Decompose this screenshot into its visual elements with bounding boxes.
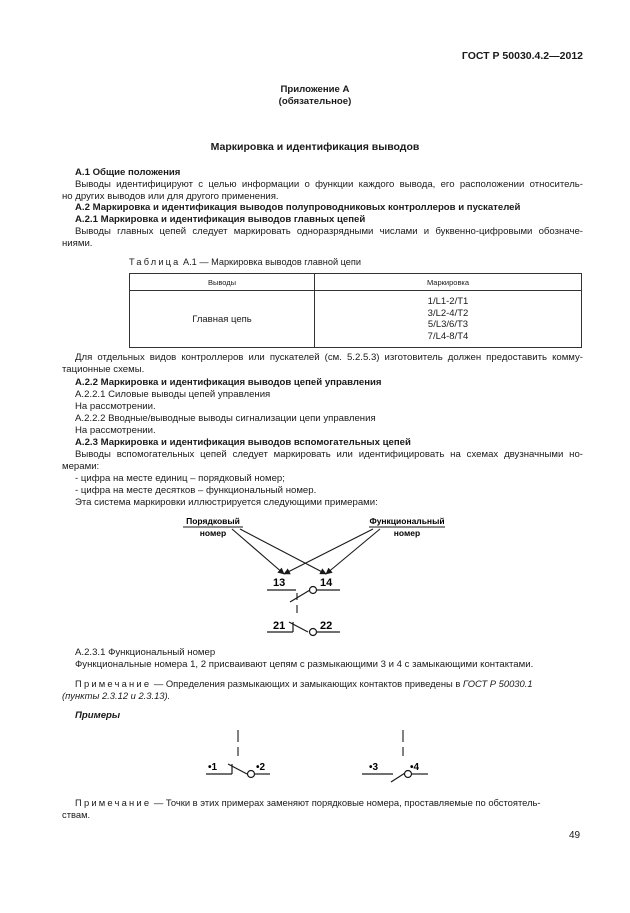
terminal-22: 22 bbox=[320, 620, 333, 632]
table-header-row bbox=[130, 274, 582, 291]
terminal-2: •2 bbox=[256, 762, 266, 773]
page-number: 49 bbox=[569, 830, 581, 841]
a1-line2: но других выводов или для другого применения. bbox=[62, 191, 279, 202]
system-text: Эта система маркировки иллюстрируется следующими примерами: bbox=[75, 497, 378, 508]
after-table-line1: Для отдельных видов контроллеров или пускателей (см. 5.2.5.3) изготовитель должен предоставить комму- bbox=[75, 352, 583, 363]
bullet-tens: - цифра на месте десятков – функциональный номер. bbox=[75, 485, 317, 496]
note1-line2: (пункты 2.3.12 и 2.3.13). bbox=[62, 690, 171, 701]
table-header-marking: Маркировка bbox=[315, 274, 582, 291]
appendix-subtitle: (обязательное) bbox=[278, 96, 352, 107]
terminal-21: 21 bbox=[273, 620, 286, 632]
table-cell-main-circuit: Главная цепь bbox=[130, 291, 315, 348]
terminal-3: •3 bbox=[369, 762, 379, 773]
a23-line2: мерами: bbox=[62, 461, 100, 472]
a231-text: Функциональные номера 1, 2 присваивают цепям с размыкающими 3 и 4 с замыкающими контактами. bbox=[75, 659, 534, 670]
table-row bbox=[130, 291, 582, 348]
table-caption bbox=[129, 257, 361, 267]
table-cell-markings bbox=[315, 291, 582, 348]
a2-heading: А.2 Маркировка и идентификация выводов полупроводниковых контроллеров и пускателей bbox=[75, 202, 521, 213]
a221: А.2.2.1 Силовые выводы цепей управления bbox=[75, 389, 271, 400]
note2-line1 bbox=[75, 797, 583, 809]
standard-number: ГОСТ Р 50030.4.2—2012 bbox=[461, 50, 583, 62]
left-label-line1: Порядковый bbox=[186, 516, 240, 526]
terminal-1: •1 bbox=[208, 762, 218, 773]
right-label-line1: Функциональный bbox=[369, 516, 445, 526]
contact-1-2-blade bbox=[228, 764, 247, 774]
contact-2-node bbox=[248, 771, 255, 778]
a231: А.2.3.1 Функциональный номер bbox=[75, 647, 216, 658]
examples-diagram bbox=[0, 728, 630, 788]
table-caption-rest: А.1 — Маркировка выводов главной цепи bbox=[180, 257, 362, 267]
terminal-13: 13 bbox=[273, 577, 286, 589]
note2-text: — Точки в этих примерах заменяют порядковые номера, проставляемые по обстоятель- bbox=[151, 797, 541, 808]
terminal-marking-table bbox=[129, 273, 582, 348]
a1-line1: Выводы идентифицируют с целью информации о функции каждого вывода, его расположении относитель- bbox=[75, 179, 583, 190]
contact-14-node bbox=[310, 587, 317, 594]
section-title: Маркировка и идентификация выводов bbox=[210, 141, 420, 153]
arrow-right-to-13 bbox=[284, 529, 373, 574]
a23-heading: А.2.3 Маркировка и идентификация выводов вспомогательных цепей bbox=[75, 437, 411, 448]
terminal-numbering-diagram bbox=[0, 512, 630, 642]
note1-text: — Определения размыкающих и замыкающих контактов приведены в bbox=[151, 678, 463, 689]
bullet-units: - цифра на месте единиц – порядковый номер; bbox=[75, 473, 285, 484]
examples-heading: Примеры bbox=[75, 710, 121, 721]
contact-3-4-blade bbox=[391, 773, 405, 782]
terminal-14: 14 bbox=[320, 577, 333, 589]
contact-22-node bbox=[310, 629, 317, 636]
left-label-line2: номер bbox=[199, 528, 227, 538]
note1-ref: ГОСТ Р 50030.1 bbox=[462, 678, 533, 689]
marking-value: 1/L1-2/T1 bbox=[427, 296, 469, 307]
note2-label: Примечание bbox=[75, 797, 152, 808]
table-caption-prefix: Таблица bbox=[129, 257, 181, 267]
marking-value: 3/L2-4/T2 bbox=[427, 307, 469, 319]
terminal-4: •4 bbox=[410, 762, 420, 773]
a221-text: На рассмотрении. bbox=[75, 401, 156, 412]
a21-line1: Выводы главных цепей следует маркировать одноразрядными числами и буквенно-цифровыми обозначе- bbox=[75, 226, 583, 237]
arrow-left-to-14 bbox=[240, 529, 326, 574]
after-table-line2: тационные схемы. bbox=[62, 364, 145, 375]
contact-21-22-blade bbox=[289, 622, 308, 632]
note1-label: Примечание bbox=[75, 678, 152, 689]
a222-text: На рассмотрении. bbox=[75, 425, 156, 436]
marking-value: 7/L4-8/T4 bbox=[427, 330, 469, 342]
a21-line2: ниями. bbox=[62, 238, 93, 249]
arrow-left-to-13 bbox=[232, 529, 284, 574]
a22-heading: А.2.2 Маркировка и идентификация выводов цепей управления bbox=[75, 377, 382, 388]
contact-13-14-blade bbox=[290, 590, 310, 602]
note1-line1 bbox=[75, 678, 583, 690]
right-label-line2: номер bbox=[393, 528, 421, 538]
appendix-title: Приложение А bbox=[280, 84, 350, 95]
a21-heading: А.2.1 Маркировка и идентификация выводов главных цепей bbox=[75, 214, 366, 225]
a23-line1: Выводы вспомогательных цепей следует маркировать или идентифицировать на схемах двузначными но- bbox=[75, 449, 583, 460]
a222: А.2.2.2 Вводные/выводные выводы сигнализации цепи управления bbox=[75, 413, 376, 424]
a1-heading: А.1 Общие положения bbox=[75, 167, 181, 178]
arrow-right-to-14 bbox=[326, 529, 380, 574]
marking-value: 5/L3/6/T3 bbox=[427, 319, 469, 330]
note2-line2: ствам. bbox=[62, 809, 91, 820]
table-header-terminals: Выводы bbox=[130, 274, 315, 291]
